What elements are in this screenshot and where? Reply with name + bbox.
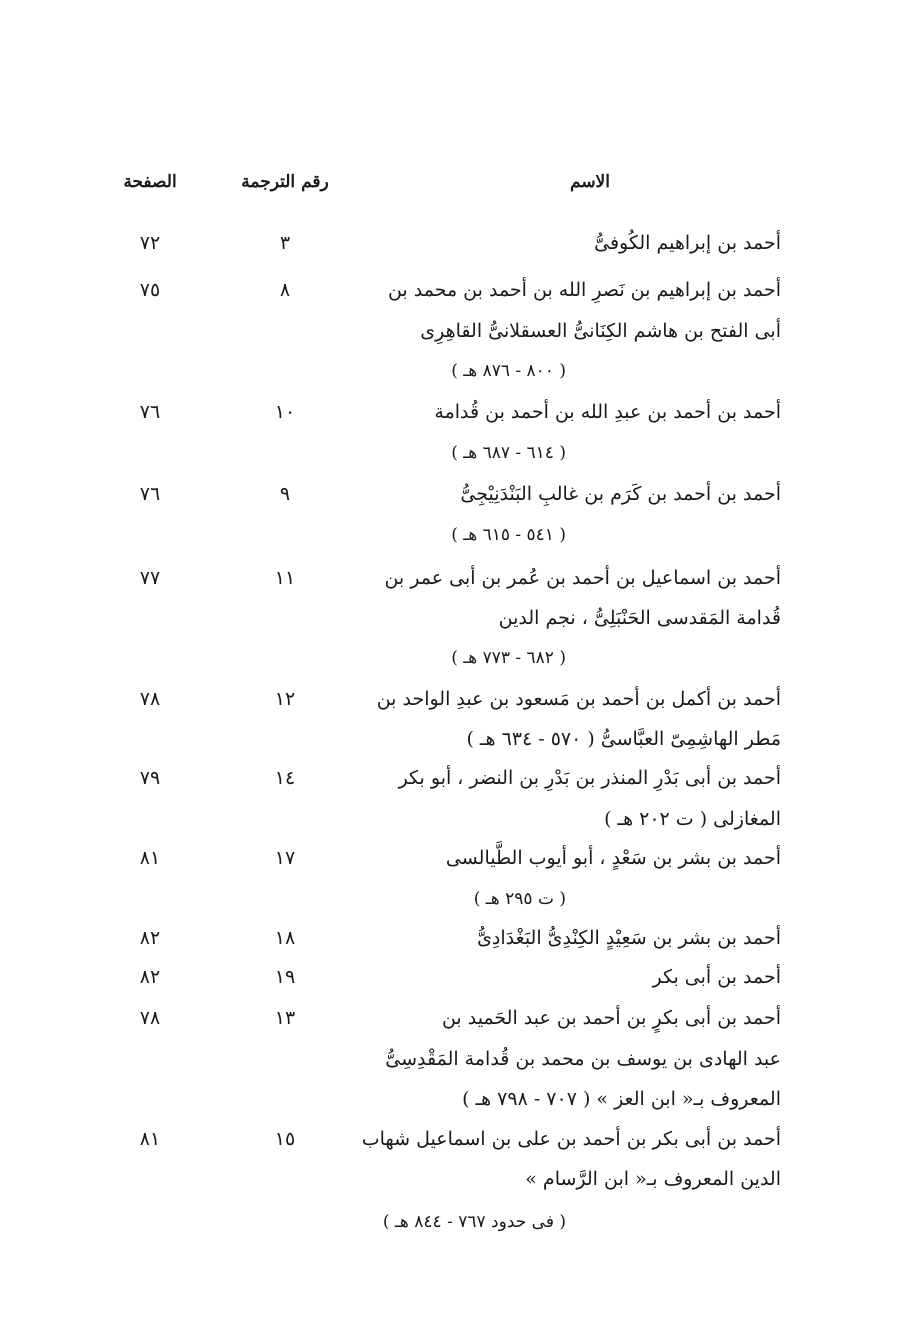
entry-biography-number: ١٧ <box>274 847 296 869</box>
entry-page-number: ٧٦ <box>139 483 161 505</box>
entry-page-number: ٧٨ <box>139 688 161 710</box>
entry-name: أحمد بن أبى بَدْرِ المنذر بن بَدْرِ بن النضر ، أبو بكر <box>398 767 781 789</box>
entry-name-continued: مَطر الهاشِمِىّ العبَّاسىُّ ( ٥٧٠ - ٦٣٤ هـ ) <box>466 728 781 750</box>
entry-biography-number: ١٢ <box>274 688 296 710</box>
column-header-page: الصفحة <box>123 172 177 192</box>
entry-biography-number: ٣ <box>279 232 291 254</box>
entry-name: أحمد بن أبى بكرٍ بن أحمد بن عبد الحَميد بن <box>441 1007 781 1029</box>
entry-name-continued: المعروف بـ« ابن العز » ( ٧٠٧ - ٧٩٨ هـ ) <box>462 1088 781 1110</box>
entry-biography-number: ١١ <box>274 567 296 589</box>
entry-biography-number: ١٥ <box>274 1128 296 1150</box>
entry-dates: ( ٥٤١ - ٦١٥ هـ ) <box>451 525 566 545</box>
entry-name: أحمد بن إبراهيم الكُوفىُّ <box>594 232 781 254</box>
column-header-number: رقم الترجمة <box>241 172 329 192</box>
entry-page-number: ٨٢ <box>139 966 161 988</box>
entry-dates: ( ٨٠٠ - ٨٧٦ هـ ) <box>451 361 566 381</box>
entry-page-number: ٧٦ <box>139 401 161 423</box>
entry-dates: ( ٦١٤ - ٦٨٧ هـ ) <box>451 443 566 463</box>
entry-name-continued: عبد الهادى بن يوسف بن محمد بن قُدامة المَقْدِسِىُّ <box>385 1048 781 1070</box>
entry-name: أحمد بن بشر بن سَعْدٍ ، أبو أيوب الطَّيالسى <box>445 847 781 869</box>
entry-page-number: ٧٨ <box>139 1007 161 1029</box>
entry-biography-number: ١٠ <box>274 401 296 423</box>
entry-page-number: ٨١ <box>139 1128 161 1150</box>
entry-biography-number: ١٨ <box>274 927 296 949</box>
entry-name: أحمد بن اسماعيل بن أحمد بن عُمر بن أبى عمر بن <box>384 567 781 589</box>
entry-name: أحمد بن إبراهيم بن نَصرِ الله بن أحمد بن محمد بن <box>387 279 781 301</box>
entry-biography-number: ٩ <box>279 483 291 505</box>
entry-name: أحمد بن أكمل بن أحمد بن مَسعود بن عبدِ الواحد بن <box>376 688 781 710</box>
entry-page-number: ٨١ <box>139 847 161 869</box>
entry-name-continued: الدين المعروف بـ« ابن الرَّسام » <box>525 1168 781 1190</box>
entry-name-continued: قُدامة المَقدسى الحَنْبَلِىُّ ، نجم الدين <box>498 607 781 629</box>
entry-biography-number: ١٣ <box>274 1007 296 1029</box>
entry-page-number: ٧٩ <box>139 767 161 789</box>
column-header-name: الاسم <box>570 172 610 192</box>
entry-dates: ( ٦٨٢ - ٧٧٣ هـ ) <box>451 648 566 668</box>
entry-name-continued: أبى الفتح بن هاشم الكِنَانىُّ العسقلانىُّ القاهِرِى <box>420 320 781 342</box>
entry-name: أحمد بن أبى بكر بن أحمد بن على بن اسماعيل شهاب <box>361 1128 781 1150</box>
entry-biography-number: ٨ <box>279 279 291 301</box>
entry-biography-number: ١٩ <box>274 966 296 988</box>
entry-page-number: ٧٧ <box>139 567 161 589</box>
entry-name: أحمد بن أبى بكر <box>652 966 781 988</box>
entry-dates: ( ت ٢٩٥ هـ ) <box>473 889 566 909</box>
entry-dates: ( فى حدود ٧٦٧ - ٨٤٤ هـ ) <box>382 1212 566 1232</box>
entry-biography-number: ١٤ <box>274 767 296 789</box>
entry-name: أحمد بن أحمد بن كَرَم بن غالبِ البَنْدَنِيْجِىُّ <box>460 483 781 505</box>
entry-page-number: ٧٥ <box>139 279 161 301</box>
entry-name-continued: المغازلى ( ت ٢٠٢ هـ ) <box>604 808 781 830</box>
entry-name: أحمد بن بشر بن سَعِيْدٍ الكِنْدِىُّ البَغْدَادِىُّ <box>477 927 781 949</box>
entry-page-number: ٨٢ <box>139 927 161 949</box>
entry-name: أحمد بن أحمد بن عبدِ الله بن أحمد بن قُدامة <box>434 401 781 423</box>
entry-page-number: ٧٢ <box>139 232 161 254</box>
